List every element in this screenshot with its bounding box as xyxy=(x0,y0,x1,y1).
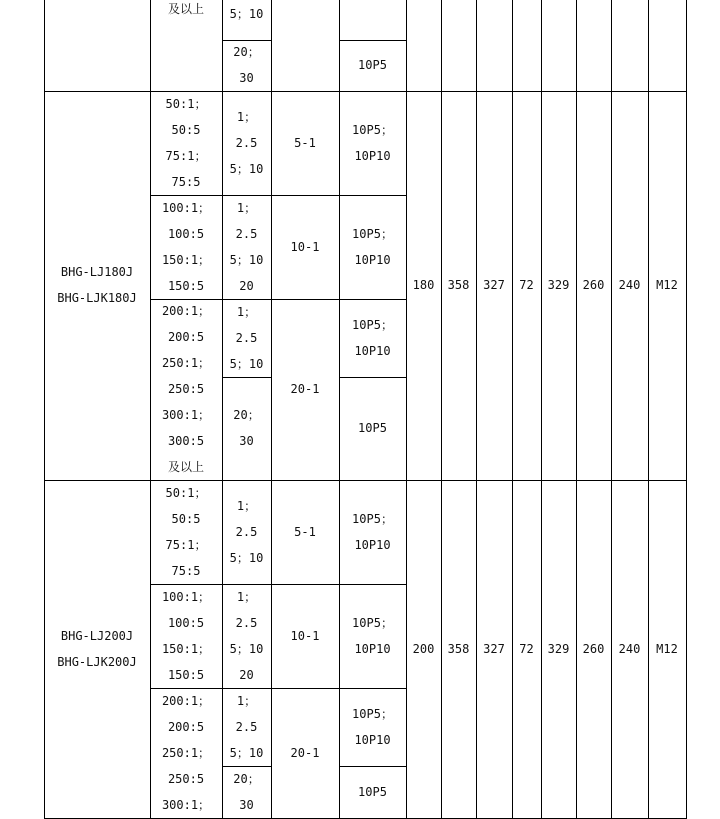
class-cell-line: 10P10 xyxy=(354,253,391,267)
table-rule xyxy=(686,91,687,480)
table-rule xyxy=(222,0,223,91)
accuracy-cell xyxy=(222,688,271,766)
dimension-cell xyxy=(648,91,686,479)
ratio-cell-line: 100:5 xyxy=(167,616,205,630)
class-cell-line: 10P10 xyxy=(354,642,391,656)
dimension-cell-line: 329 xyxy=(547,278,570,292)
table-rule xyxy=(648,91,649,480)
ratio-cell xyxy=(150,584,222,688)
class-cell-line: 10P5； xyxy=(352,318,393,332)
dimension-cell xyxy=(611,480,648,818)
accuracy-cell-line: 30 xyxy=(239,434,254,448)
dimension-cell-line: 260 xyxy=(582,278,605,292)
table-rule xyxy=(222,766,272,767)
dimension-cell xyxy=(441,480,476,818)
ratio-cell-line: 200:1； xyxy=(161,694,211,708)
table-rule xyxy=(406,480,407,819)
dimension-cell xyxy=(441,91,476,479)
dimension-cell-line: M12 xyxy=(656,642,678,656)
dimension-cell-line: 240 xyxy=(618,278,641,292)
class-cell-line: 10P5； xyxy=(352,707,393,721)
load-cell xyxy=(271,195,339,299)
table-rule xyxy=(576,91,577,480)
dimension-cell-line: 260 xyxy=(582,642,605,656)
dimension-cell xyxy=(611,91,648,479)
table-rule xyxy=(150,91,151,480)
dimension-cell xyxy=(648,480,686,818)
model-name-cell-line: BHG-LJK180J xyxy=(57,291,137,305)
ratio-cell-line: 50:1； xyxy=(165,486,207,500)
table-rule xyxy=(150,0,151,91)
accuracy-cell-line: 1； xyxy=(236,694,257,708)
class-cell-line: 10P10 xyxy=(354,344,391,358)
table-rule xyxy=(441,480,442,819)
accuracy-cell-line: 20 xyxy=(239,279,254,293)
dimension-cell xyxy=(406,91,441,479)
dimension-cell-line: 358 xyxy=(447,642,470,656)
ratio-cell xyxy=(150,195,222,299)
class-cell xyxy=(339,377,406,479)
table-rule xyxy=(271,91,272,480)
load-cell-line: 10-1 xyxy=(290,240,320,254)
ratio-cell-line: 150:5 xyxy=(167,279,205,293)
table-rule xyxy=(271,0,272,91)
dimension-cell-line: 200 xyxy=(412,642,435,656)
ratio-cell-line: 150:5 xyxy=(167,668,205,682)
dimension-cell-line: 72 xyxy=(519,278,534,292)
accuracy-cell-line: 1； xyxy=(236,590,257,604)
table-rule xyxy=(648,480,649,819)
ratio-cell-line: 300:5 xyxy=(167,434,205,448)
ratio-cell xyxy=(150,91,222,195)
table-rule xyxy=(441,0,442,91)
ratio-cell-line: 150:1； xyxy=(161,253,211,267)
load-cell xyxy=(271,480,339,584)
class-cell-line: 10P10 xyxy=(354,149,391,163)
dimension-cell xyxy=(512,480,541,818)
dimension-cell xyxy=(541,480,576,818)
dimension-cell-line: M12 xyxy=(656,278,678,292)
ratio-cell-line: 100:1； xyxy=(161,201,211,215)
table-rule xyxy=(476,0,477,91)
dimension-cell xyxy=(576,480,611,818)
ratio-cell-line: 50:5 xyxy=(171,512,201,526)
ratio-cell-line: 300:1； xyxy=(161,408,211,422)
table-rule xyxy=(541,0,542,91)
table-rule xyxy=(222,91,223,480)
model-name-cell-line: BHG-LJ180J xyxy=(60,265,134,279)
class-cell xyxy=(339,91,406,195)
table-rule xyxy=(44,480,45,819)
ratio-cell-line: 250:1； xyxy=(161,746,211,760)
ratio-cell xyxy=(150,0,222,26)
accuracy-cell xyxy=(222,584,271,688)
ratio-cell-line: 250:5 xyxy=(167,772,205,786)
accuracy-cell-line: 2.5 xyxy=(235,227,258,241)
model-name-cell xyxy=(44,480,150,818)
class-cell xyxy=(339,299,406,377)
accuracy-cell xyxy=(222,195,271,299)
ratio-cell-line: 及以上 xyxy=(167,460,204,474)
accuracy-cell-line: 1； xyxy=(236,110,257,124)
table-rule xyxy=(406,91,407,480)
class-cell-line: 10P10 xyxy=(354,538,391,552)
ratio-cell-line: 50:5 xyxy=(171,123,201,137)
ratio-cell-line: 150:1； xyxy=(161,642,211,656)
dimension-cell xyxy=(406,480,441,818)
accuracy-cell-line: 5；10 xyxy=(229,551,264,565)
table-rule xyxy=(512,480,513,819)
accuracy-cell-line: 20； xyxy=(233,408,260,422)
accuracy-cell xyxy=(222,40,271,90)
accuracy-cell-line: 20； xyxy=(233,772,260,786)
load-cell-line: 10-1 xyxy=(290,629,320,643)
table-rule xyxy=(576,0,577,91)
class-cell-line: 10P10 xyxy=(354,733,391,747)
table-rule xyxy=(222,480,223,819)
accuracy-cell-line: 2.5 xyxy=(235,616,258,630)
table-rule xyxy=(222,377,272,378)
accuracy-cell-line: 2.5 xyxy=(235,136,258,150)
table-rule xyxy=(339,766,407,767)
dimension-cell xyxy=(576,91,611,479)
table-rule xyxy=(339,480,340,819)
table-rule xyxy=(512,0,513,91)
accuracy-cell xyxy=(222,0,271,28)
model-name-cell-line: BHG-LJK200J xyxy=(57,655,137,669)
accuracy-cell-line: 30 xyxy=(239,798,254,812)
accuracy-cell-line: 2.5 xyxy=(235,331,258,345)
class-cell-line: 10P5； xyxy=(352,227,393,241)
dimension-cell xyxy=(512,91,541,479)
table-rule xyxy=(476,91,477,480)
accuracy-cell-line: 5；10 xyxy=(229,357,264,371)
ratio-cell-line: 200:1； xyxy=(161,304,211,318)
ratio-cell-line: 100:1； xyxy=(161,590,211,604)
table-rule xyxy=(541,91,542,480)
accuracy-cell-line: 1； xyxy=(236,305,257,319)
table-rule xyxy=(44,0,45,91)
table-rule xyxy=(150,480,151,819)
ratio-cell xyxy=(150,480,222,584)
table-rule xyxy=(271,480,272,819)
table-rule xyxy=(686,0,687,91)
dimension-cell-line: 358 xyxy=(447,278,470,292)
dimension-cell-line: 240 xyxy=(618,642,641,656)
ratio-cell-line: 250:1； xyxy=(161,356,211,370)
accuracy-cell xyxy=(222,766,271,818)
table-rule xyxy=(611,0,612,91)
model-name-cell xyxy=(44,91,150,479)
accuracy-cell-line: 5；10 xyxy=(229,642,264,656)
class-cell-line: 10P5； xyxy=(352,512,393,526)
accuracy-cell xyxy=(222,299,271,377)
ratio-cell-line: 50:1； xyxy=(165,97,207,111)
table-rule xyxy=(222,40,272,41)
load-cell-line: 20-1 xyxy=(290,746,320,760)
table-rule xyxy=(406,0,407,91)
class-cell-line: 10P5； xyxy=(352,123,393,137)
class-cell-line: 10P5 xyxy=(358,421,387,435)
table-rule xyxy=(541,480,542,819)
class-cell xyxy=(339,584,406,688)
table-rule xyxy=(441,91,442,480)
table-rule xyxy=(686,480,687,819)
dimension-cell-line: 329 xyxy=(547,642,570,656)
accuracy-cell-line: 20 xyxy=(239,668,254,682)
accuracy-cell-line: 5；10 xyxy=(229,253,264,267)
dimension-cell xyxy=(476,480,512,818)
load-cell-line: 5-1 xyxy=(294,525,316,539)
load-cell-line: 5-1 xyxy=(294,136,316,150)
accuracy-cell-line: 5；10 xyxy=(229,7,264,21)
ratio-cell-line: 250:5 xyxy=(167,382,205,396)
dimension-cell-line: 180 xyxy=(412,278,435,292)
ratio-cell-line: 200:5 xyxy=(167,330,205,344)
table-rule xyxy=(576,480,577,819)
accuracy-cell-line: 1； xyxy=(236,201,257,215)
table-rule xyxy=(611,91,612,480)
table-rule xyxy=(512,91,513,480)
dimension-cell-line: 72 xyxy=(519,642,534,656)
load-cell xyxy=(271,91,339,195)
class-cell xyxy=(339,40,406,90)
table-rule xyxy=(339,0,340,91)
accuracy-cell-line: 2.5 xyxy=(235,720,258,734)
class-cell xyxy=(339,688,406,766)
load-cell-line: 20-1 xyxy=(290,382,320,396)
ratio-cell-line: 75:1； xyxy=(165,149,207,163)
load-cell xyxy=(271,584,339,688)
table-rule xyxy=(339,40,407,41)
ratio-cell xyxy=(150,688,222,818)
class-cell-line: 10P5； xyxy=(352,616,393,630)
ratio-cell-line: 75:1； xyxy=(165,538,207,552)
class-cell xyxy=(339,766,406,818)
ratio-cell-line: 200:5 xyxy=(167,720,205,734)
class-cell-line: 10P5 xyxy=(358,785,387,799)
table-rule xyxy=(648,0,649,91)
table-rule xyxy=(44,91,45,480)
dimension-cell-line: 327 xyxy=(483,642,505,656)
accuracy-cell xyxy=(222,91,271,195)
model-name-cell-line: BHG-LJ200J xyxy=(60,629,134,643)
load-cell xyxy=(271,688,339,818)
ratio-cell-line: 100:5 xyxy=(167,227,205,241)
accuracy-cell-line: 30 xyxy=(239,71,254,85)
table-rule xyxy=(611,480,612,819)
table-rule xyxy=(339,91,340,480)
ratio-cell-line: 300:1； xyxy=(161,798,211,812)
ratio-cell-line: 及以上 xyxy=(167,2,204,16)
accuracy-cell-line: 5；10 xyxy=(229,162,264,176)
accuracy-cell xyxy=(222,377,271,479)
accuracy-cell-line: 5；10 xyxy=(229,746,264,760)
class-cell xyxy=(339,480,406,584)
ratio-cell-line: 75:5 xyxy=(171,564,201,578)
accuracy-cell-line: 1； xyxy=(236,499,257,513)
ratio-cell xyxy=(150,299,222,479)
ratio-cell-line: 75:5 xyxy=(171,175,201,189)
accuracy-cell-line: 20； xyxy=(233,45,260,59)
class-cell xyxy=(339,195,406,299)
dimension-cell xyxy=(541,91,576,479)
dimension-cell-line: 327 xyxy=(483,278,505,292)
table-rule xyxy=(476,480,477,819)
class-cell-line: 10P5 xyxy=(358,58,387,72)
load-cell xyxy=(271,299,339,479)
dimension-cell xyxy=(476,91,512,479)
accuracy-cell-line: 2.5 xyxy=(235,525,258,539)
accuracy-cell xyxy=(222,480,271,584)
table-rule xyxy=(339,377,407,378)
